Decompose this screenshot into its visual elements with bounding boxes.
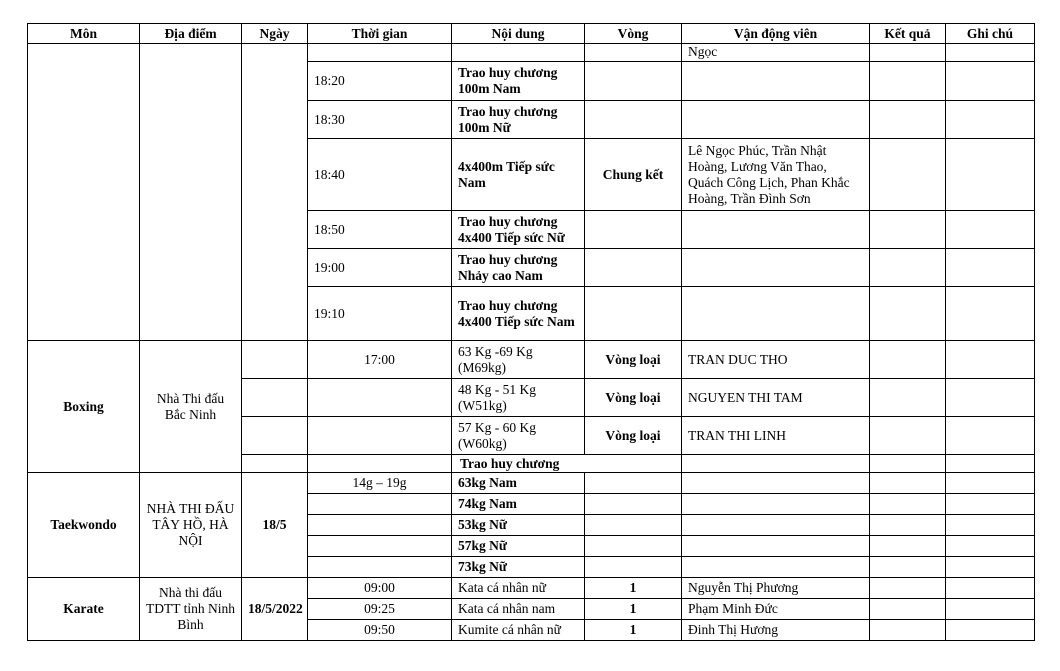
time-cell — [308, 417, 452, 455]
time-cell: 19:10 — [308, 287, 452, 341]
result-cell — [870, 44, 946, 62]
round-cell — [585, 536, 682, 557]
date-cell — [242, 455, 308, 473]
athletes-cell — [682, 515, 870, 536]
time-cell: 18:30 — [308, 101, 452, 139]
header-notes: Ghi chú — [946, 24, 1035, 44]
header-time: Thời gian — [308, 24, 452, 44]
venue-cell: NHÀ THI ĐẤU TÂY HỒ, HÀ NỘI — [140, 473, 242, 578]
notes-cell — [946, 620, 1035, 641]
content-cell: Kumite cá nhân nữ — [452, 620, 585, 641]
notes-cell — [946, 455, 1035, 473]
round-cell — [585, 473, 682, 494]
round-cell — [585, 494, 682, 515]
athletes-cell: TRAN THI LINH — [682, 417, 870, 455]
content-cell: Kata cá nhân nam — [452, 599, 585, 620]
table-row — [28, 578, 1035, 599]
time-cell: 14g – 19g — [308, 473, 452, 494]
content-cell: 57kg Nữ — [452, 536, 585, 557]
result-cell — [870, 455, 946, 473]
time-cell — [308, 44, 452, 62]
result-cell — [870, 515, 946, 536]
round-cell: Chung kết — [585, 139, 682, 211]
notes-cell — [946, 473, 1035, 494]
header-row — [28, 24, 1035, 44]
content-cell: Trao huy chương 4x400 Tiếp sức Nữ — [452, 211, 585, 249]
header-venue: Địa điểm — [140, 24, 242, 44]
result-cell — [870, 249, 946, 287]
round-cell: Vòng loại — [585, 379, 682, 417]
table-row — [28, 44, 1035, 62]
round-cell — [585, 101, 682, 139]
notes-cell — [946, 515, 1035, 536]
result-cell — [870, 139, 946, 211]
content-cell: Trao huy chương 100m Nam — [452, 62, 585, 101]
round-cell — [585, 62, 682, 101]
time-cell — [308, 536, 452, 557]
sport-cell — [28, 44, 140, 341]
athletes-cell: Đinh Thị Hương — [682, 620, 870, 641]
time-cell: 09:00 — [308, 578, 452, 599]
time-cell — [308, 557, 452, 578]
athletes-cell: Lê Ngọc Phúc, Trần Nhật Hoàng, Lương Văn Thao, Quách Công Lịch, Phan Khắc Hoàng, Trần Đình Sơn — [682, 139, 870, 211]
result-cell — [870, 494, 946, 515]
content-cell: 63kg Nam — [452, 473, 585, 494]
time-cell — [308, 494, 452, 515]
athletes-cell — [682, 494, 870, 515]
athletes-cell: TRAN DUC THO — [682, 341, 870, 379]
result-cell — [870, 620, 946, 641]
time-cell: 19:00 — [308, 249, 452, 287]
medal-ceremony-cell: Trao huy chương — [452, 455, 682, 473]
content-cell: 53kg Nữ — [452, 515, 585, 536]
result-cell — [870, 211, 946, 249]
notes-cell — [946, 417, 1035, 455]
time-cell: 18:50 — [308, 211, 452, 249]
content-cell: Trao huy chương 4x400 Tiếp sức Nam — [452, 287, 585, 341]
athletes-cell — [682, 455, 870, 473]
result-cell — [870, 341, 946, 379]
date-cell — [242, 379, 308, 417]
notes-cell — [946, 341, 1035, 379]
content-cell: 4x400m Tiếp sức Nam — [452, 139, 585, 211]
content-cell: Trao huy chương Nhảy cao Nam — [452, 249, 585, 287]
notes-cell — [946, 62, 1035, 101]
content-cell — [452, 44, 585, 62]
date-cell: 18/5/2022 — [242, 578, 308, 641]
header-content: Nội dung — [452, 24, 585, 44]
schedule-table — [27, 23, 1035, 641]
notes-cell — [946, 249, 1035, 287]
round-cell: 1 — [585, 578, 682, 599]
sport-cell: Karate — [28, 578, 140, 641]
content-cell: 74kg Nam — [452, 494, 585, 515]
content-cell: Kata cá nhân nữ — [452, 578, 585, 599]
header-athletes: Vận động viên — [682, 24, 870, 44]
notes-cell — [946, 211, 1035, 249]
notes-cell — [946, 536, 1035, 557]
result-cell — [870, 417, 946, 455]
venue-cell — [140, 44, 242, 341]
sport-cell: Boxing — [28, 341, 140, 473]
date-cell — [242, 417, 308, 455]
round-cell — [585, 249, 682, 287]
table-row — [28, 341, 1035, 379]
result-cell — [870, 599, 946, 620]
round-cell — [585, 211, 682, 249]
athletes-cell — [682, 557, 870, 578]
athletes-cell — [682, 211, 870, 249]
date-cell: 18/5 — [242, 473, 308, 578]
athletes-cell — [682, 287, 870, 341]
result-cell — [870, 578, 946, 599]
athletes-cell: Nguyễn Thị Phương — [682, 578, 870, 599]
content-cell: 48 Kg - 51 Kg (W51kg) — [452, 379, 585, 417]
header-result: Kết quả — [870, 24, 946, 44]
sport-cell: Taekwondo — [28, 473, 140, 578]
notes-cell — [946, 379, 1035, 417]
result-cell — [870, 379, 946, 417]
notes-cell — [946, 287, 1035, 341]
result-cell — [870, 536, 946, 557]
notes-cell — [946, 101, 1035, 139]
time-cell — [308, 455, 452, 473]
notes-cell — [946, 44, 1035, 62]
venue-cell: Nhà Thi đấu Bắc Ninh — [140, 341, 242, 473]
round-cell: Vòng loại — [585, 417, 682, 455]
time-cell: 18:40 — [308, 139, 452, 211]
round-cell — [585, 557, 682, 578]
date-cell — [242, 341, 308, 379]
time-cell: 09:50 — [308, 620, 452, 641]
time-cell: 18:20 — [308, 62, 452, 101]
result-cell — [870, 101, 946, 139]
header-date: Ngày — [242, 24, 308, 44]
round-cell: 1 — [585, 599, 682, 620]
header-round: Vòng — [585, 24, 682, 44]
round-cell: Vòng loại — [585, 341, 682, 379]
header-sport: Môn — [28, 24, 140, 44]
content-cell: 73kg Nữ — [452, 557, 585, 578]
date-cell — [242, 44, 308, 341]
content-cell: 63 Kg -69 Kg (M69kg) — [452, 341, 585, 379]
round-cell — [585, 515, 682, 536]
venue-cell: Nhà thi đấu TDTT tỉnh Ninh Bình — [140, 578, 242, 641]
result-cell — [870, 557, 946, 578]
round-cell: 1 — [585, 620, 682, 641]
time-cell: 09:25 — [308, 599, 452, 620]
content-cell: 57 Kg - 60 Kg (W60kg) — [452, 417, 585, 455]
result-cell — [870, 473, 946, 494]
athletes-cell: Phạm Minh Đức — [682, 599, 870, 620]
round-cell — [585, 287, 682, 341]
athletes-cell — [682, 536, 870, 557]
result-cell — [870, 287, 946, 341]
time-cell — [308, 379, 452, 417]
athletes-cell: Ngọc — [682, 44, 870, 62]
notes-cell — [946, 494, 1035, 515]
notes-cell — [946, 578, 1035, 599]
athletes-cell — [682, 249, 870, 287]
athletes-cell: NGUYEN THI TAM — [682, 379, 870, 417]
notes-cell — [946, 139, 1035, 211]
time-cell: 17:00 — [308, 341, 452, 379]
content-cell: Trao huy chương 100m Nữ — [452, 101, 585, 139]
time-cell — [308, 515, 452, 536]
result-cell — [870, 62, 946, 101]
athletes-cell — [682, 473, 870, 494]
notes-cell — [946, 557, 1035, 578]
athletes-cell — [682, 62, 870, 101]
table-row — [28, 473, 1035, 494]
round-cell — [585, 44, 682, 62]
athletes-cell — [682, 101, 870, 139]
notes-cell — [946, 599, 1035, 620]
